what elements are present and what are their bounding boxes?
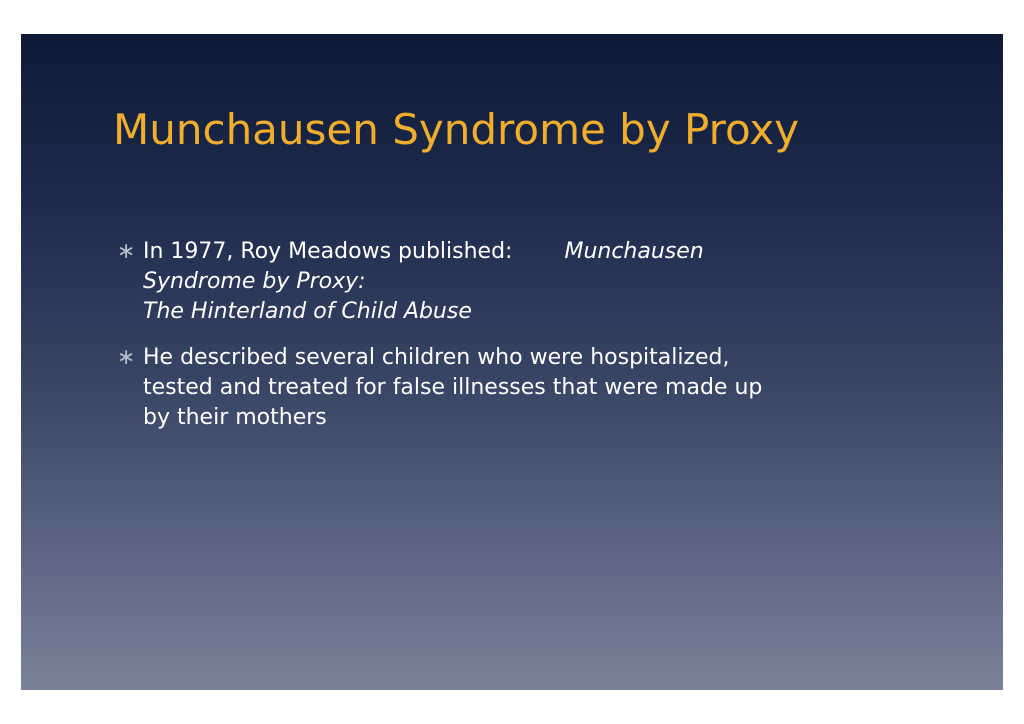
asterisk-bullet-icon: ∗ [117, 345, 136, 370]
slide [21, 34, 1003, 690]
bullet-line [143, 237, 903, 267]
bullet-line: by their mothers [143, 405, 327, 430]
bullet-line: tested and treated for false illnesses that were made up [143, 375, 763, 400]
asterisk-bullet-icon: ∗ [117, 239, 136, 264]
slide-title: Munchausen Syndrome by Proxy [113, 105, 800, 154]
bullet-line: He described several children who were hospitalized, [143, 345, 730, 370]
bullet-item-meadows [117, 237, 903, 327]
bullet-list [117, 237, 903, 449]
bullet-item-description [117, 343, 903, 433]
publication-title-part: Munchausen [564, 239, 704, 264]
publication-title-part: Syndrome by Proxy: [143, 269, 366, 294]
bullet-text: In 1977, Roy Meadows published: [143, 239, 513, 264]
publication-title-part: The Hinterland of Child Abuse [143, 299, 472, 324]
